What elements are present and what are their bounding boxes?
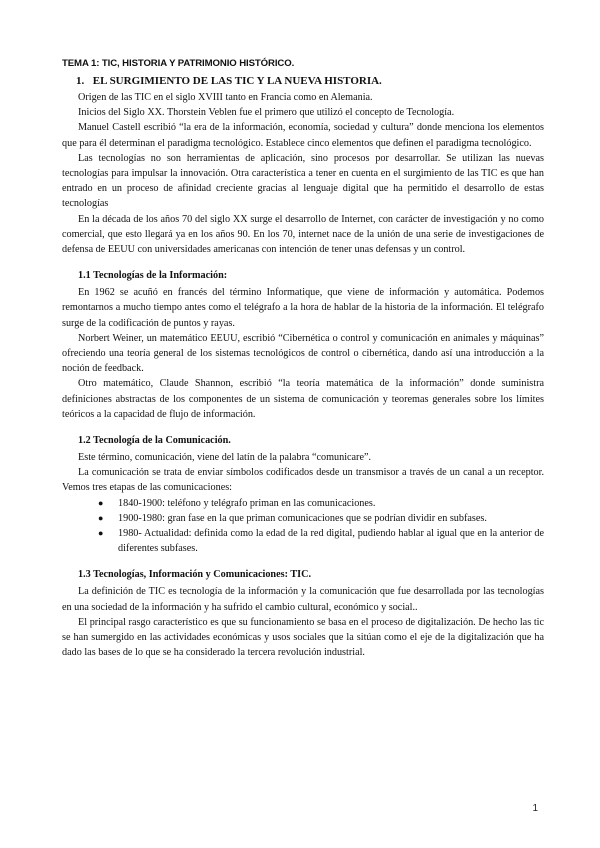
paragraph: En la década de los años 70 del siglo XX surge el desarrollo de Internet, con carácter de investigación y no como comercial, que esto llegará ya en los años 90. En los 70, internet nace de la unión de una serie de investigaciones de defensa de EEUU con universidades americanas con intención de tener unas defensas y un control.	[62, 213, 544, 256]
paragraph: Este término, comunicación, viene del latín de la palabra “comunicare”.	[78, 452, 372, 464]
list-item	[98, 511, 544, 526]
communication-stages-list	[62, 496, 544, 557]
page-number: 1	[532, 803, 538, 814]
paragraph: Norbert Weiner, un matemático EEUU, escribió “Cibernética o control y comunicación en animales y máquinas” ofreciendo una teoría general de los sistemas tecnológicos de control o cibernética, dando así una introducción a la noción de feedback.	[62, 332, 544, 375]
bullet-icon: ●	[98, 497, 104, 508]
section-1-1-heading: 1.1 Tecnologías de la Información:	[78, 270, 228, 282]
paragraph: La comunicación se trata de enviar símbolos codificados desde un transmisor a través de un canal a un receptor. Vemos tres etapas de las comunicaciones:	[62, 467, 544, 494]
paragraph: Las tecnologías no son herramientas de aplicación, sino procesos por desarrollar. Se utilizan las nuevas tecnologías para impulsar la innovación. Otra característica a tener en cuenta en el surgimiento de las TIC es que han entrado en un proceso de afinidad creciente gracias al lenguaje digital que ha permitido el desarrollo de estas tecnologías	[62, 152, 544, 210]
section-1-2-heading: 1.2 Tecnología de la Comunicación.	[78, 435, 231, 447]
paragraph: Inicios del Siglo XX. Thorstein Veblen fue el primero que utilizó el concepto de Tecnología.	[78, 107, 455, 119]
paragraph: La definición de TIC es tecnología de la información y la comunicación que fue desarrollada por las tecnologías en una sociedad de la información y ha sufrido el cambio cultural, económico y social..	[62, 586, 544, 613]
bullet-icon: ●	[98, 512, 104, 523]
list-item-text: 1980- Actualidad: definida como la edad de la red digital, pudiendo hablar al igual que en la anterior de diferentes subfases.	[118, 528, 544, 555]
page-content	[62, 57, 544, 661]
section-1-3-heading: 1.3 Tecnologías, Información y Comunicaciones: TIC.	[78, 569, 312, 581]
paragraph: Origen de las TIC en el siglo XVIII tanto en Francia como en Alemania.	[78, 92, 373, 103]
list-item	[98, 526, 544, 556]
paragraph: En 1962 se acuñó en francés del término Informatique, que viene de información y automática. Podemos remontarnos a mucho tiempo antes como el telégrafo a la hora de hablar de la historia de la información. El telégrafo surge de la codificación de puntos y rayas.	[62, 287, 544, 329]
paragraph: Manuel Castell escribió “la era de la información, economía, sociedad y cultura” donde menciona los elementos que para él determinan el paradigma tecnológico. Establece cinco elementos que definen el paradigma tecnológico.	[62, 122, 544, 149]
section-1-number: 1.	[76, 75, 85, 87]
bullet-icon: ●	[98, 528, 104, 539]
list-item	[98, 496, 544, 511]
list-item-text: 1900-1980: gran fase en la que priman comunicaciones que se podrían dividir en subfases.	[118, 512, 487, 524]
section-1-heading-text: EL SURGIMIENTO DE LAS TIC Y LA NUEVA HISTORIA.	[92, 75, 382, 87]
document-title: TEMA 1: TIC, HISTORIA Y PATRIMONIO HISTÓRICO.	[62, 58, 295, 69]
paragraph: Otro matemático, Claude Shannon, escribió “la teoría matemática de la información” donde suministra definiciones abstractas de los componentes de un sistema de comunicación y teoremas generales sobre los límites teóricos a la capacidad de flujo de información.	[62, 378, 544, 420]
paragraph: El principal rasgo característico es que su funcionamiento se basa en el proceso de digitalización. De hecho las tic se han sumergido en las actividades económicas y usos sociales que la sitúan como el eje de la digitalización que ha dado las bases de lo que se ha considerado la tercera revolución industrial.	[62, 616, 544, 659]
list-item-text: 1840-1900: teléfono y telégrafo priman en las comunicaciones.	[118, 497, 376, 509]
section-1-heading	[62, 74, 544, 88]
